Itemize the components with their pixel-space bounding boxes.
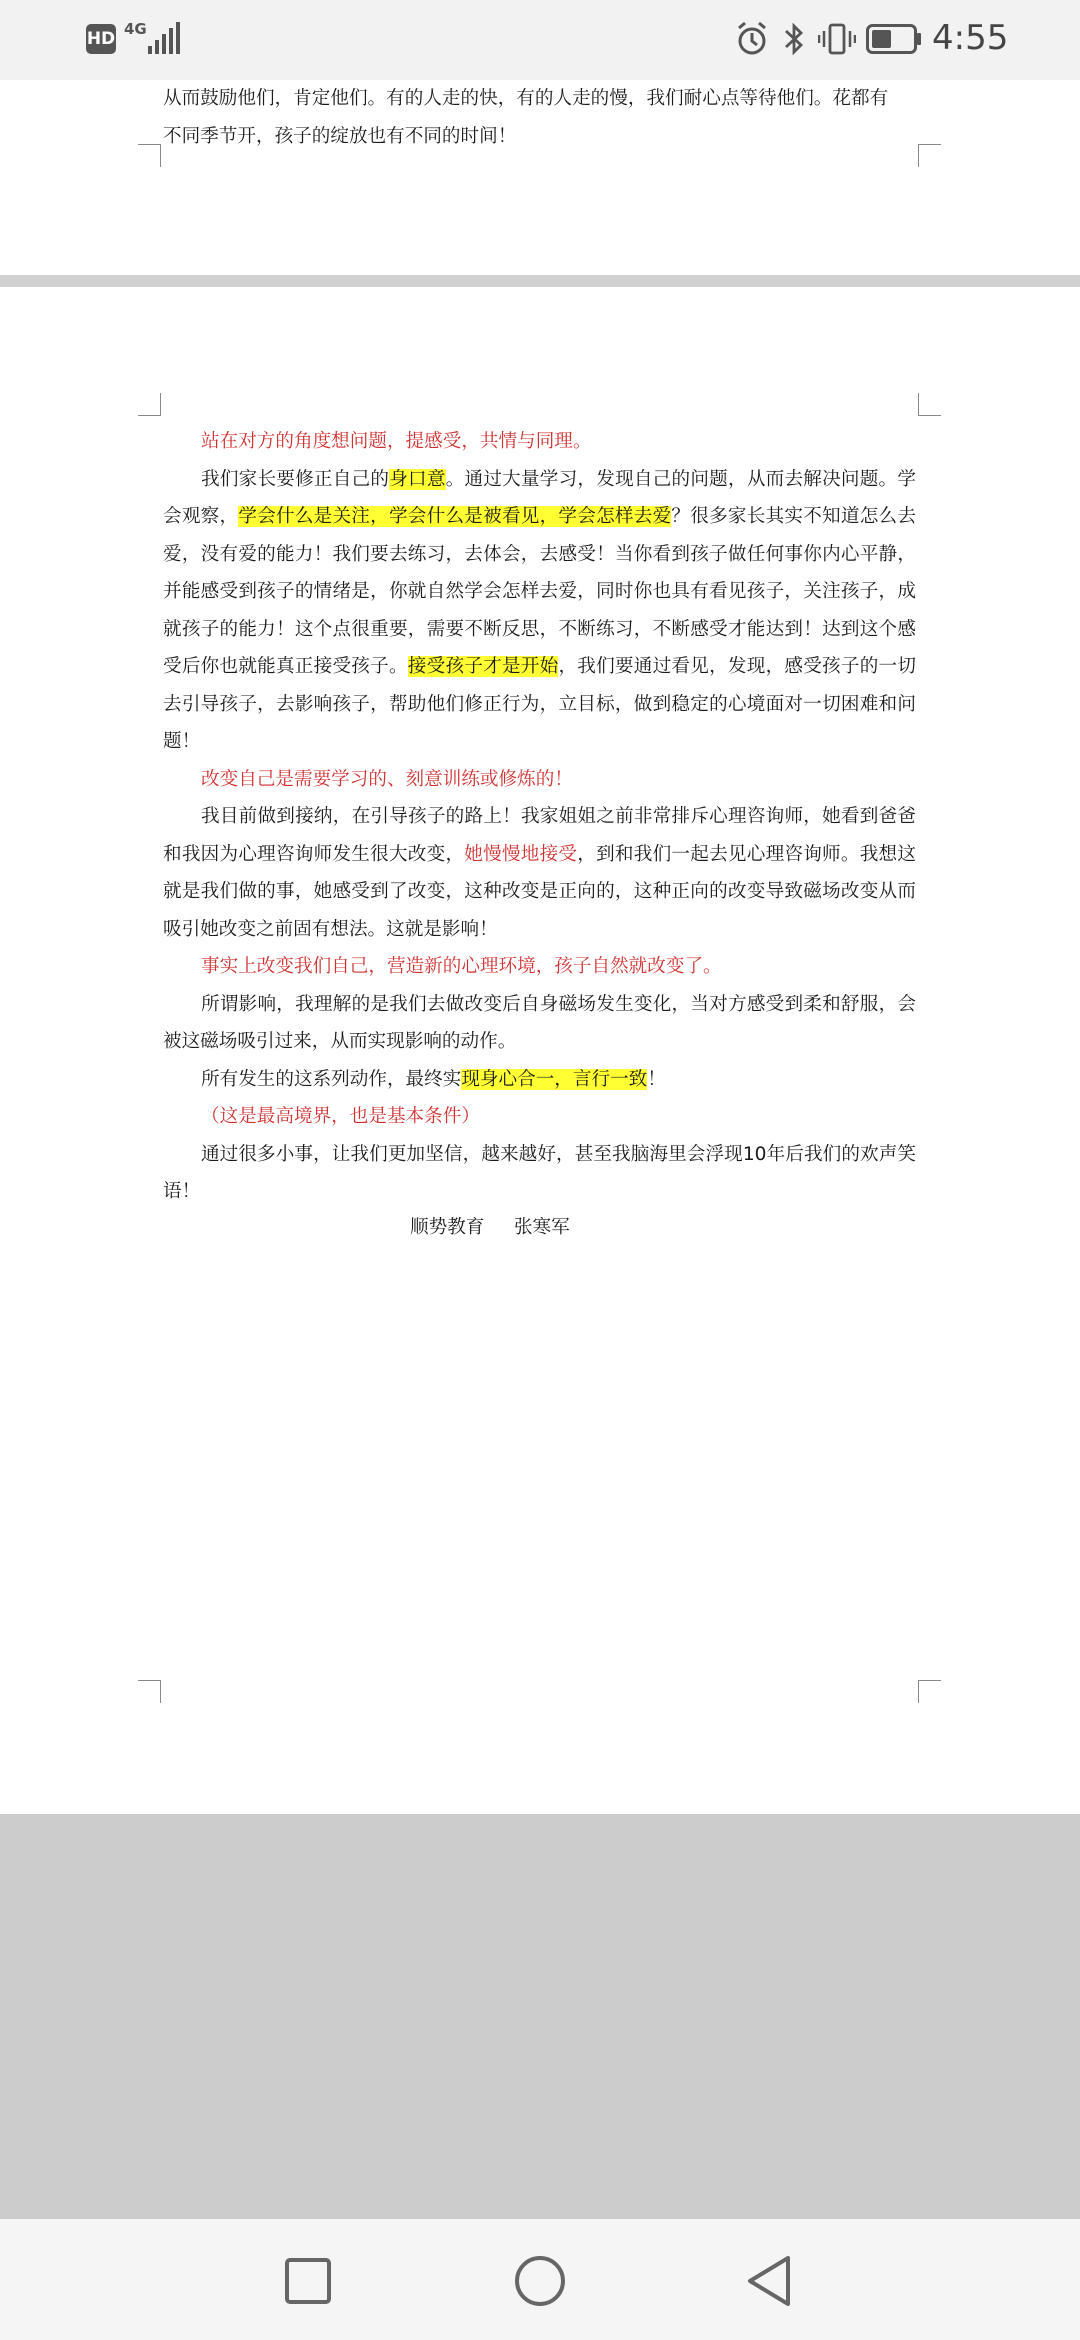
square-icon — [287, 2260, 329, 2302]
text-span: ！ — [647, 1068, 666, 1090]
home-button[interactable] — [510, 2251, 570, 2311]
heading-red: 事实上改变我们自己，营造新的心理环境，孩子自然就改变了。 — [201, 956, 722, 977]
hd-badge: HD — [86, 24, 116, 54]
page2-text — [163, 423, 916, 1211]
margin-marker — [138, 1680, 161, 1703]
margin-marker — [918, 1680, 941, 1703]
signature-name: 张寒军 — [513, 1217, 570, 1238]
highlight: 接受孩子才是开始 — [407, 656, 559, 677]
navigation-bar — [0, 2219, 1080, 2340]
highlight: 学会什么是关注，学会什么是被看见，学会怎样去爱 — [238, 506, 672, 527]
heading-red: （这是最高境界，也是基本条件） — [201, 1106, 480, 1127]
recents-button[interactable] — [278, 2251, 338, 2311]
triangle-back-icon — [750, 2258, 788, 2304]
alarm-icon — [735, 20, 769, 58]
battery-icon — [866, 24, 922, 54]
document-background — [0, 1814, 1080, 2219]
text-span: 我目前做到接纳，在引导孩子的路上！我家姐姐之前非常排斥心理咨询师，她看到爸爸和我因为心理咨询师发生很大改变， — [163, 806, 916, 865]
heading-red: 改变自己是需要学习的、刻意训练或修炼的！ — [201, 768, 573, 790]
highlight: 身口意 — [389, 468, 446, 490]
text-span: 我们家长要修正自己的 — [201, 468, 390, 490]
signature-org: 顺势教育 — [410, 1217, 485, 1238]
heading-red: 站在对方的角度想问题，提感受，共情与同理。 — [201, 431, 592, 452]
bluetooth-icon — [782, 20, 806, 58]
page1-text — [163, 80, 916, 155]
paragraph: 所谓影响，我理解的是我们去做改变后自身磁场发生变化，当对方感受到柔和舒服，会被这磁场吸引过来，从而实现影响的动作。 — [163, 993, 916, 1052]
text-span: ？很多家长其实不知道怎么去爱，没有爱的能力！我们要去练习，去体会，去感受！当你看到孩子做任何事你内心平静，并能感受到孩子的情绪是，你就自然学会怎样去爱，同时你也具有看见孩子，关注孩子，成就孩子的能力！这个点很重要，需要不断反思，不断练习，不断感受才能达到！达到这个感受后你也就能真正接受孩子。 — [163, 506, 916, 677]
text-line: 不同季节开，孩子的绽放也有不同的时间！ — [163, 125, 517, 147]
paragraph — [163, 798, 916, 948]
clock: 4:55 — [932, 18, 1009, 58]
vibrate-icon — [818, 20, 856, 58]
network-type: 4G — [124, 20, 147, 38]
page-separator — [0, 275, 1080, 287]
signature — [410, 1213, 570, 1239]
status-bar — [0, 0, 1080, 80]
text-span: 所有发生的这系列动作，最终实 — [201, 1068, 462, 1090]
margin-marker — [918, 393, 941, 416]
margin-marker — [138, 144, 161, 167]
red-span: 她慢慢地接受 — [464, 843, 578, 865]
highlight: 现身心合一，言行一致 — [461, 1068, 648, 1090]
text-line: 从而鼓励他们，肯定他们。有的人走的快，有的人走的慢，我们耐心点等待他们。花都有 — [163, 88, 889, 109]
paragraph: 通过很多小事，让我们更加坚信，越来越好，甚至我脑海里会浮现10年后我们的欢声笑语！ — [163, 1143, 916, 1202]
margin-marker — [138, 393, 161, 416]
signal-icon — [146, 22, 180, 56]
paragraph — [163, 1061, 916, 1099]
document-page-1 — [0, 80, 1080, 275]
text-span: ，我们要通过看见，发现，感受孩子的一切去引导孩子，去影响孩子，帮助他们修正行为，立目标，做到稳定的心境面对一切困难和问题！ — [163, 656, 916, 752]
document-page-2 — [0, 287, 1080, 1814]
text-span: ，到和我们一起去见心理咨询师。我想这就是我们做的事，她感受到了改变，这种改变是正向的，这种正向的改变导致磁场改变从而吸引她改变之前固有想法。这就是影响！ — [163, 843, 916, 940]
circle-icon — [517, 2258, 563, 2304]
back-button[interactable] — [740, 2251, 800, 2311]
paragraph — [163, 461, 916, 761]
text-span: 。通过大量学习，发现自己的问题，从而去解决问题。学会观察， — [163, 468, 916, 527]
margin-marker — [918, 144, 941, 167]
